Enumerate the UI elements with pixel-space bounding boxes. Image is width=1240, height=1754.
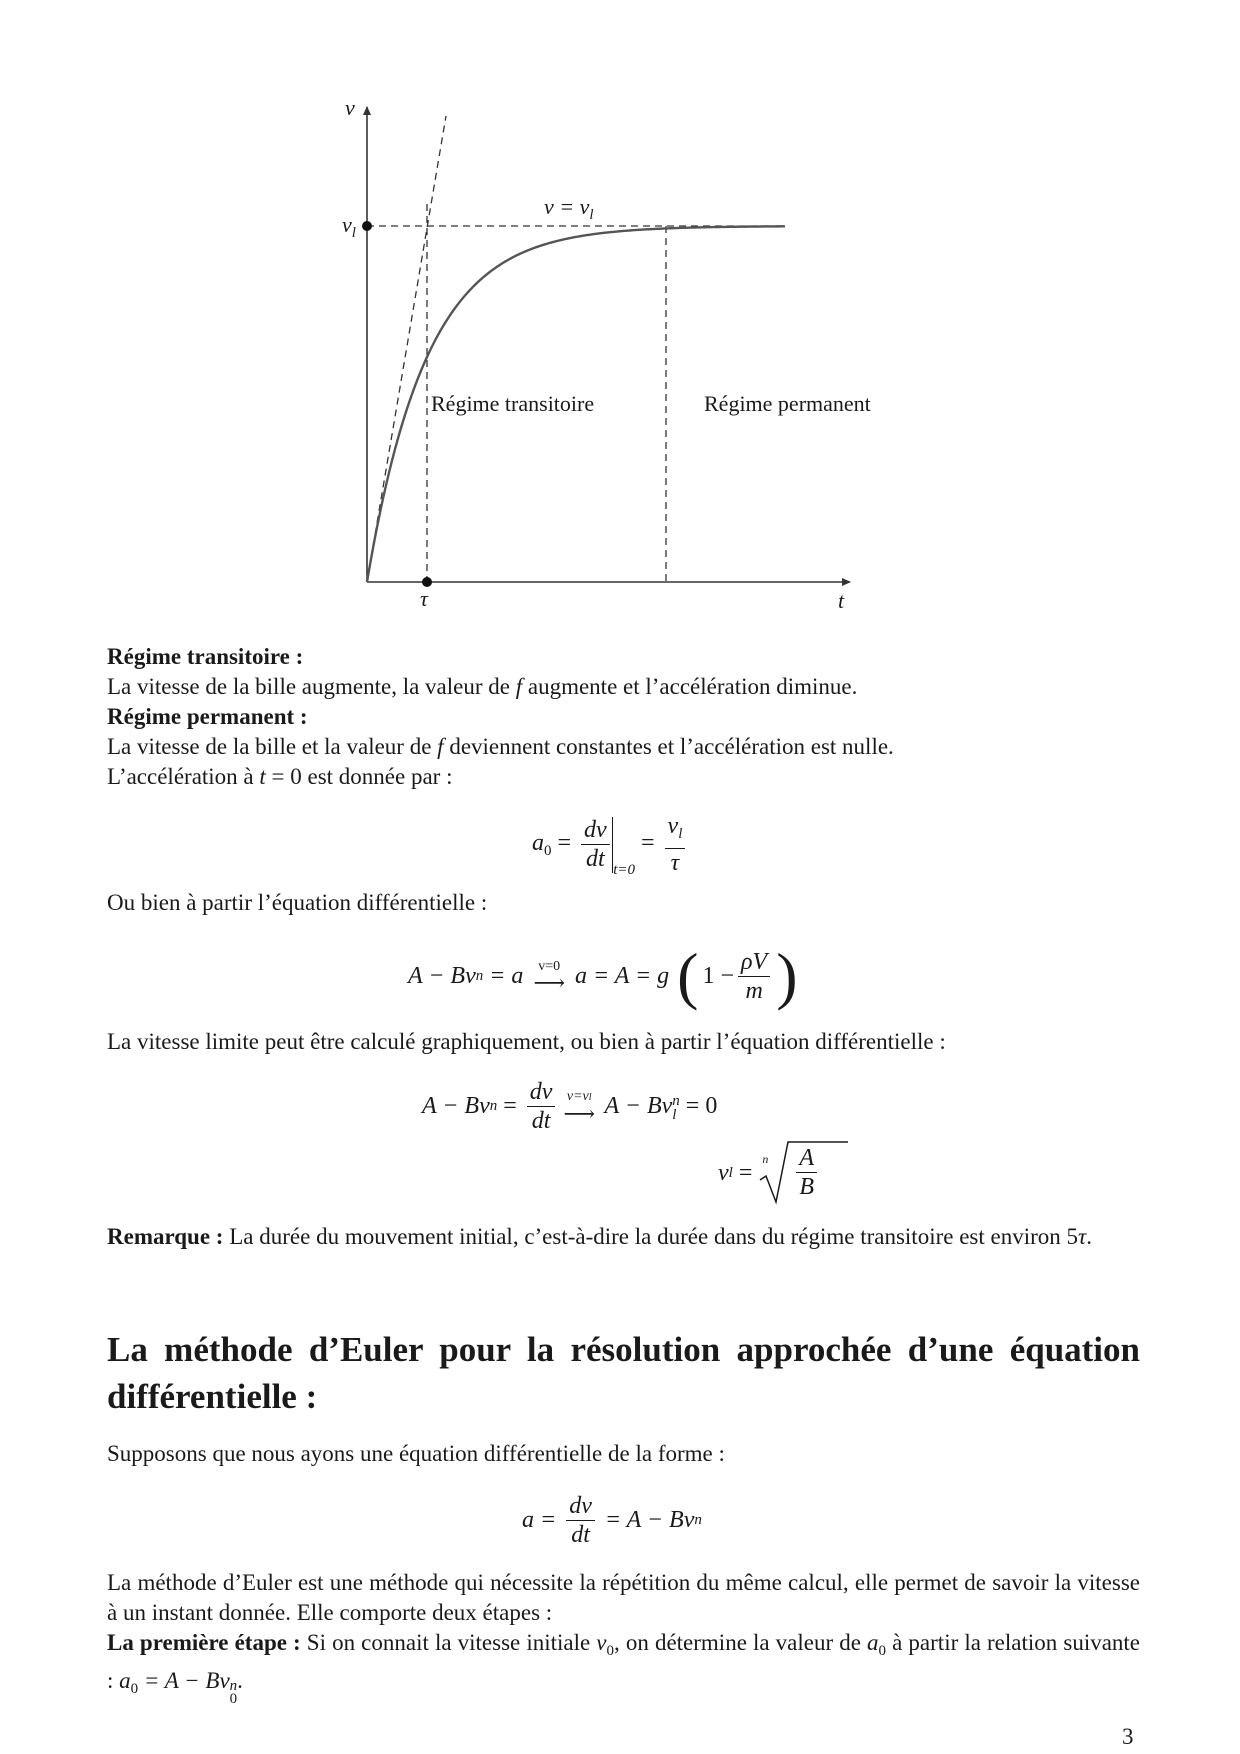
eq3-arrow-sub: l <box>588 1092 592 1103</box>
eq5-lhs: a = <box>522 1507 563 1533</box>
eq1-num2: v <box>667 813 679 839</box>
eq2-rhs: a = A = g <box>568 962 670 989</box>
eq5-frac <box>566 1492 595 1549</box>
euler-text: La méthode d’Euler est une méthode qui nécessite la répétition du même calcul, elle permet de savoir la vitesse à un instant donnée. Elle comporte deux étapes : <box>107 1570 1140 1625</box>
eq4-frac <box>796 1144 817 1201</box>
vl-point <box>362 221 372 231</box>
eq1-lhs-sub: 0 <box>544 843 552 860</box>
eq4-radical <box>758 1140 850 1206</box>
equation-limit-condition <box>422 1078 717 1135</box>
remarque-dot: . <box>1086 1224 1092 1249</box>
vitesse-limite-text: La vitesse limite peut être calculé graphiquement, ou bien à partir l’équation différentielle : <box>107 1029 946 1054</box>
rp-f: f <box>437 734 444 759</box>
eq3-frac <box>527 1078 556 1135</box>
vitesse-limite-paragraph <box>107 1027 1140 1057</box>
equation-a0 <box>532 812 689 879</box>
eq2-arrow <box>533 959 565 995</box>
remarque-tau: τ <box>1078 1224 1087 1249</box>
step1-text-3: à partir la relation suivante : <box>107 1630 1141 1693</box>
eq1-num2-sub: l <box>678 826 683 842</box>
eq1-derivative <box>581 816 610 873</box>
eq3-rhs: A − Bv <box>598 1093 673 1119</box>
axis-x-label: t <box>838 588 845 613</box>
section-heading: La méthode d’Euler pour la résolution approchée d’une équation différentielle : <box>107 1330 1140 1416</box>
step1-text-2: , on détermine la valeur de <box>614 1630 868 1655</box>
remarque-paragraph <box>107 1222 1140 1252</box>
eq2-num: ρV <box>738 948 770 977</box>
eq2-arrow-glyph: ⟶ <box>533 970 565 995</box>
ou-bien-text: Ou bien à partir l’équation différentielle : <box>107 890 488 915</box>
eq4-index: n <box>762 1152 769 1166</box>
step1-end: . <box>237 1668 243 1693</box>
eq1-num2-wrap <box>665 812 686 849</box>
eq5-rhs: = A − Bv <box>598 1507 695 1533</box>
rp-body-2: deviennent constantes et l’accélération est nulle. <box>443 734 894 759</box>
eq3-arrow-glyph: ⟶ <box>563 1101 595 1126</box>
vl-label: $v_l$ <box>342 212 356 241</box>
eq2-arrow-label: v=0 <box>538 959 561 974</box>
eq4-lhs: v <box>718 1159 729 1186</box>
ou-bien-paragraph <box>107 888 1140 918</box>
remarque-body: La durée du mouvement initial, c’est-à-dire la durée dans du régime transitoire est environ 5 <box>223 1224 1079 1249</box>
eq2-rparen: ) <box>776 940 798 1011</box>
eq2-one: 1 − <box>702 962 735 989</box>
rp-title: Régime permanent : <box>107 704 308 729</box>
supposons-paragraph <box>107 1439 1140 1469</box>
step1-v0: v <box>596 1630 607 1655</box>
step1-eq-sub: 0 <box>130 1681 139 1697</box>
eq3-zero: = 0 <box>679 1093 718 1119</box>
eq1-den: dt <box>586 846 605 872</box>
step1-a0-sub: 0 <box>878 1643 887 1659</box>
euler-paragraph <box>107 1568 1140 1706</box>
velocity-time-figure <box>0 0 1240 640</box>
eq1-num: dv <box>581 816 610 845</box>
rt-f: f <box>515 674 523 699</box>
step1-v0-sub: 0 <box>606 1643 615 1659</box>
step1-text-1: Si on connait la vitesse initiale <box>300 1630 597 1655</box>
eq2-lhs: A − Bv <box>408 962 476 989</box>
eq2-lparen: ( <box>677 940 699 1011</box>
page-number: 3 <box>1122 1724 1134 1749</box>
rt-body-2: augmente et l’accélération diminue. <box>522 674 858 699</box>
remarque-title: Remarque : <box>107 1224 224 1249</box>
eq4-eq: = <box>732 1159 759 1186</box>
asymptote-label: $v = v_l$ <box>544 194 594 223</box>
step1-title: La première étape : <box>107 1630 301 1655</box>
axis-y-label: v <box>345 95 355 120</box>
rp-body-1: La vitesse de la bille et la valeur de <box>107 734 438 759</box>
region-permanent-label: Régime permanent <box>704 391 871 416</box>
eq3-den: dt <box>531 1108 551 1134</box>
step1-eq: a <box>119 1668 131 1693</box>
eq3-arrow-label: v=v <box>566 1089 589 1104</box>
eq3-lhs: A − Bv <box>422 1093 490 1119</box>
eq1-lhs: a <box>532 830 544 857</box>
eq4-sub: l <box>728 1164 733 1181</box>
eq3-arrow <box>563 1089 595 1126</box>
eq4-den: B <box>799 1174 815 1200</box>
eq3-sup: n <box>489 1098 498 1114</box>
eq3-eq: = <box>497 1093 523 1119</box>
acc-2: = 0 est donnée par : <box>265 764 453 789</box>
step1-eq-2: = A − Bv <box>138 1668 230 1693</box>
equation-differential-form <box>522 1492 702 1549</box>
eq1-den2: τ <box>670 850 680 876</box>
eq5-sup: n <box>694 1512 702 1528</box>
rt-body-1: La vitesse de la bille augmente, la valeur de <box>107 674 516 699</box>
equation-vl-root <box>718 1140 850 1206</box>
supposons-text: Supposons que nous ayons une équation différentielle de la forme : <box>107 1441 725 1466</box>
eq3-rhs-scripts <box>672 1094 680 1122</box>
eq1-eval: t=0 <box>613 862 635 879</box>
eq4-num: A <box>796 1144 817 1173</box>
region-transitory-label: Régime transitoire <box>431 391 595 416</box>
acc-t: t <box>259 764 266 789</box>
rt-title: Régime transitoire : <box>107 644 304 669</box>
tau-label: τ <box>420 586 428 611</box>
eq3-num: dv <box>527 1078 556 1107</box>
eq2-mid: = a <box>483 962 530 989</box>
eq2-den: m <box>745 977 763 1004</box>
transitory-paragraph <box>107 642 1140 792</box>
step1-eq-sub2: 0 <box>229 1691 238 1707</box>
tangent-line <box>367 116 446 582</box>
eq1-eq2: = <box>635 830 661 857</box>
eq2-sup: n <box>475 967 484 984</box>
eq3-rhs-sub: l <box>672 1106 677 1123</box>
eq1-eq: = <box>551 830 578 857</box>
eq5-num: dv <box>566 1492 595 1521</box>
equation-initial-acceleration <box>408 942 798 1010</box>
eq1-ratio <box>665 812 686 877</box>
step1-eq-sup: n <box>229 1678 238 1694</box>
step1-a0: a <box>867 1630 879 1655</box>
eq5-den: dt <box>571 1522 590 1548</box>
eq3-rhs-sup: n <box>672 1092 680 1109</box>
acc-1: L’accélération à <box>107 764 260 789</box>
eq2-frac <box>738 948 770 1005</box>
